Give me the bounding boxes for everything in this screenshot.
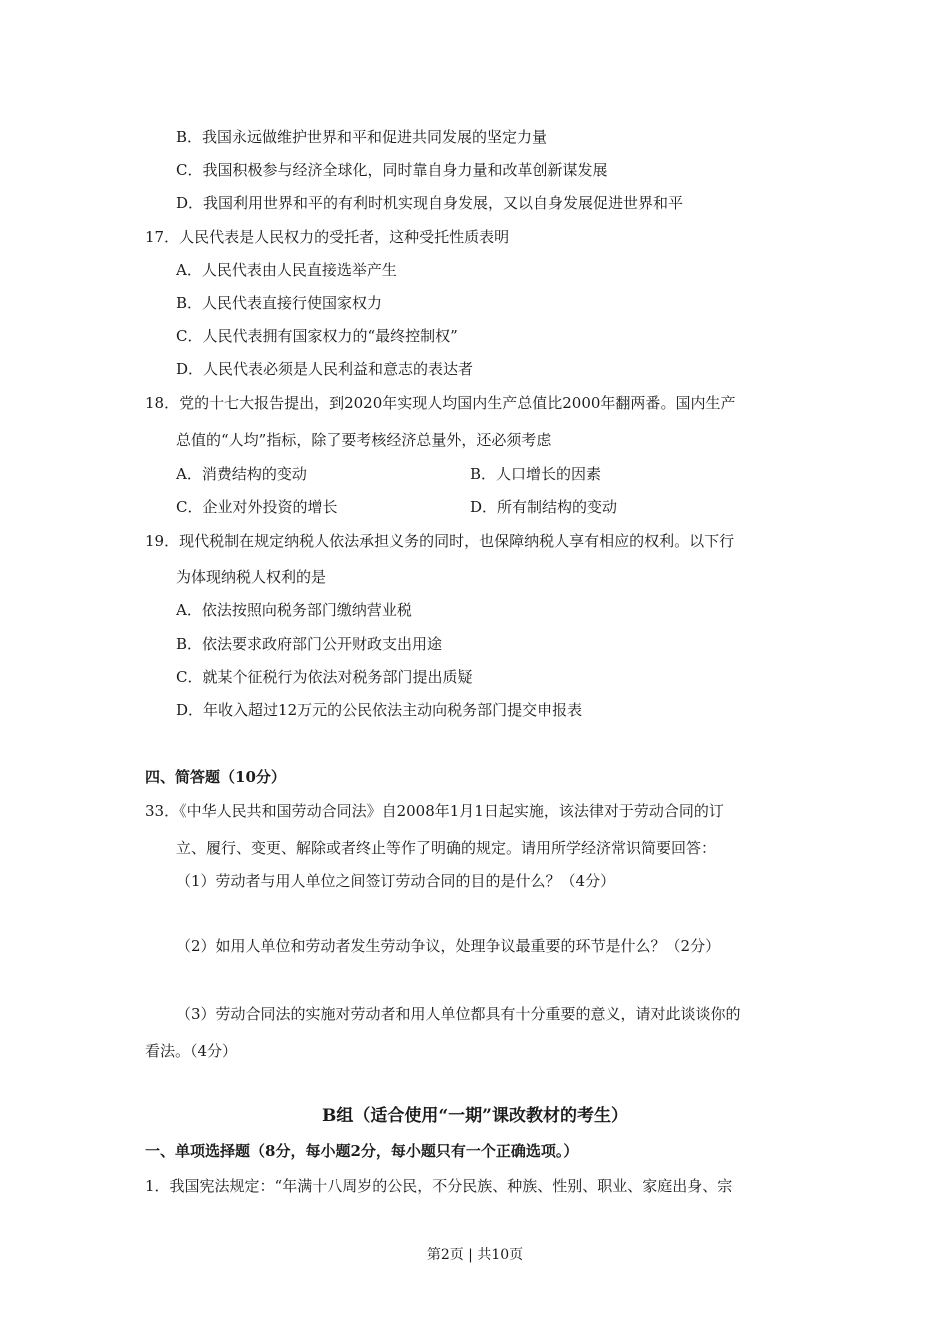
q19-option-b: B．依法要求政府部门公开财政支出用途 (176, 635, 443, 653)
q19-option-a: A．依法按照向税务部门缴纳营业税 (176, 601, 412, 619)
page-footer: 第2页 | 共10页 (426, 1247, 524, 1263)
q17-option-c: C．人民代表拥有国家权力的“最终控制权” (176, 327, 458, 345)
q17-stem: 17．人民代表是人民权力的受托者，这种受托性质表明 (145, 228, 510, 246)
q33-subquestion-1: （1）劳动者与用人单位之间签订劳动合同的目的是什么？（4分） (176, 872, 616, 890)
q18-stem-line2: 总值的“人均”指标，除了要考核经济总量外，还必须考虑 (176, 431, 552, 449)
q16-option-b: B．我国永远做维护世界和平和促进共同发展的坚定力量 (176, 128, 548, 146)
group-b-section1-heading: 一、单项选择题（8分，每小题2分，每小题只有一个正确选项。） (145, 1142, 579, 1160)
q16-option-c: C．我国积极参与经济全球化，同时靠自身力量和改革创新谋发展 (176, 161, 608, 179)
q33-stem-line1: 33．《中华人民共和国劳动合同法》自2008年1月1日起实施，该法律对于劳动合同的订 (145, 802, 724, 820)
q18-option-c: C．企业对外投资的增长 (176, 498, 338, 516)
q18-option-b: B．人口增长的因素 (470, 465, 602, 483)
q18-stem-line1: 18．党的十七大报告提出，到2020年实现人均国内生产总值比2000年翻两番。国内生产 (145, 394, 736, 412)
q19-stem-line2: 为体现纳税人权利的是 (176, 568, 327, 586)
q19-option-d: D．年收入超过12万元的公民依法主动向税务部门提交申报表 (176, 701, 583, 719)
group-b-title: B组（适合使用“一期”课改教材的考生） (322, 1106, 628, 1126)
q33-subquestion-3-line1: （3）劳动合同法的实施对劳动者和用人单位都具有十分重要的意义，请对此谈谈你的 (176, 1005, 741, 1023)
q33-subquestion-2: （2）如用人单位和劳动者发生劳动争议，处理争议最重要的环节是什么？（2分） (176, 937, 721, 955)
q19-stem-line1: 19．现代税制在规定纳税人依法承担义务的同时，也保障纳税人享有相应的权利。以下行 (145, 532, 735, 550)
q19-option-c: C．就某个征税行为依法对税务部门提出质疑 (176, 668, 473, 686)
q18-option-d: D．所有制结构的变动 (470, 498, 618, 516)
q18-option-a: A．消费结构的变动 (176, 465, 307, 483)
section4-heading: 四、简答题（10分） (145, 768, 286, 786)
q16-option-d: D．我国利用世界和平的有利时机实现自身发展，又以自身发展促进世界和平 (176, 194, 684, 212)
q17-option-a: A．人民代表由人民直接选举产生 (176, 261, 397, 279)
q33-stem-line2: 立、履行、变更、解除或者终止等作了明确的规定。请用所学经济常识简要回答： (176, 839, 717, 857)
group-b-q1-stem: 1．我国宪法规定：“年满十八周岁的公民，不分民族、种族、性别、职业、家庭出身、宗 (145, 1177, 733, 1195)
q17-option-d: D．人民代表必须是人民利益和意志的表达者 (176, 360, 474, 378)
q17-option-b: B．人民代表直接行使国家权力 (176, 294, 383, 312)
q33-subquestion-3-line2: 看法。（4分） (145, 1042, 238, 1060)
